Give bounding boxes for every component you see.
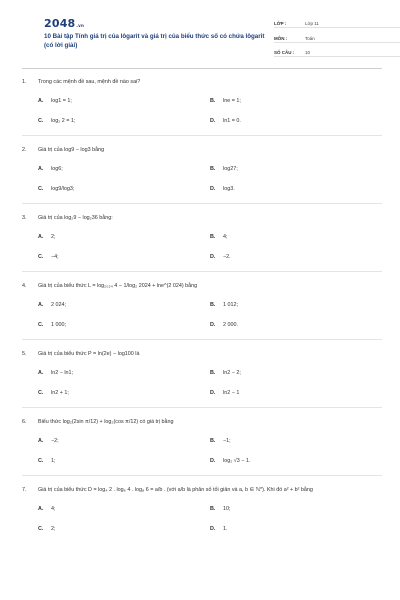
answer-option[interactable] [210,390,382,397]
option-text: lne = 1; [223,98,241,104]
question-divider [22,271,382,272]
answer-option[interactable] [210,506,382,513]
meta-row-count [274,45,400,57]
meta-key: LỚP : [274,21,287,26]
option-letter: B. [210,370,216,376]
answer-option[interactable] [38,322,210,329]
question-item [22,78,382,125]
answer-option[interactable] [38,254,210,261]
answer-option[interactable] [38,234,210,241]
option-text: −1; [223,438,231,444]
question-item [22,486,382,533]
question-number: 1. [22,79,27,85]
answer-option[interactable] [210,526,382,533]
answer-option[interactable] [38,458,210,465]
option-letter: A. [38,370,44,376]
option-letter: D. [210,118,216,124]
question-number: 2. [22,147,27,153]
option-text: log₂ 2 = 1; [51,118,76,124]
option-letter: D. [210,322,216,328]
meta-value: Toán [305,35,315,41]
answer-option[interactable] [210,118,382,125]
question-number: 6. [22,419,27,425]
option-letter: D. [210,458,216,464]
question-text: Biểu thức log₂(2sin π/12) + log₂(cos π/12) có giá trị bằng [38,419,174,425]
question-item [22,350,382,397]
question-item [22,214,382,261]
logo-text: 2048 [44,17,76,30]
option-letter: A. [38,166,44,172]
answer-option[interactable] [38,186,210,193]
option-letter: B. [210,302,216,308]
option-text: 10; [223,506,231,512]
answer-option[interactable] [210,186,382,193]
option-letter: C. [38,254,44,260]
option-text: 2; [51,526,56,532]
option-text: log1 = 1; [51,98,72,104]
question-stem [22,282,382,291]
meta-key: MÔN : [274,35,288,41]
option-text: ln2 − ln1; [51,370,74,376]
option-letter: B. [210,506,216,512]
option-text: ln2 − 1 [223,390,240,396]
meta-panel [274,16,400,60]
option-letter: D. [210,526,216,532]
option-text: ln2 + 1; [51,390,69,396]
question-item [22,146,382,193]
answer-option[interactable] [210,98,382,105]
question-divider [22,407,382,408]
meta-value: 10 [305,50,311,55]
answer-option[interactable] [210,322,382,329]
answer-options [22,370,382,397]
document-header [22,0,382,68]
header-divider [22,68,382,69]
question-stem [22,146,382,155]
option-letter: B. [210,234,216,240]
meta-value: Lớp 11 [305,21,319,26]
question-text: Giá trị của log₂9 − log₂36 bằng: [38,215,113,221]
option-text: −2. [223,254,231,260]
question-stem [22,486,382,495]
option-letter: C. [38,186,44,192]
option-text: 2 000. [223,322,238,328]
answer-options [22,234,382,261]
option-text: log6; [51,166,63,172]
option-letter: A. [38,98,44,104]
option-letter: B. [210,166,216,172]
option-text: 2 024; [51,302,66,308]
option-letter: D. [210,186,216,192]
question-stem [22,350,382,359]
answer-option[interactable] [38,370,210,377]
option-text: log3. [223,186,235,192]
question-divider [22,203,382,204]
option-text: 4; [51,506,56,512]
answer-option[interactable] [38,166,210,173]
option-text: 1. [223,526,228,532]
option-letter: D. [210,254,216,260]
option-text: 2; [51,234,56,240]
answer-option[interactable] [210,438,382,445]
option-letter: C. [38,118,44,124]
question-stem [22,78,382,87]
meta-row-subject [274,31,400,43]
option-text: 1; [51,458,56,464]
answer-options [22,438,382,465]
question-stem [22,214,382,223]
option-text: 1 000; [51,322,66,328]
answer-option[interactable] [38,506,210,513]
option-text: 4; [223,234,228,240]
answer-option[interactable] [210,370,382,377]
question-stem [22,418,382,427]
logo-suffix: .vn [76,23,84,28]
meta-row-class [274,16,400,28]
question-item [22,418,382,465]
document-title: 10 Bài tập Tính giá trị của lôgarit và giá trị của biểu thức số có chứa lôgarit (có lời giải) [44,33,265,49]
option-text: log27; [223,166,238,172]
option-letter: A. [38,438,44,444]
option-letter: B. [210,98,216,104]
answer-options [22,506,382,533]
answer-option[interactable] [38,118,210,125]
option-letter: C. [38,390,44,396]
option-text: ln1 = 0. [223,118,241,124]
answer-option[interactable] [210,166,382,173]
option-text: −4; [51,254,59,260]
site-logo[interactable] [44,17,84,30]
question-number: 4. [22,283,27,289]
answer-option[interactable] [38,438,210,445]
answer-option[interactable] [210,254,382,261]
question-text: Giá trị của log9 − log3 bằng [38,147,105,153]
answer-option[interactable] [38,526,210,533]
option-text: log₂ √3 − 1. [223,458,251,464]
answer-options [22,166,382,193]
option-letter: D. [210,390,216,396]
question-divider [22,135,382,136]
question-text: Giá trị của biểu thức P = ln(2e) − log100 là [38,351,140,357]
answer-option[interactable] [210,234,382,241]
answer-option[interactable] [38,390,210,397]
question-divider [22,475,382,476]
option-letter: A. [38,506,44,512]
question-list [22,78,382,533]
option-letter: A. [38,302,44,308]
question-divider [22,339,382,340]
question-number: 7. [22,487,27,493]
option-letter: C. [38,322,44,328]
question-text: Giá trị của biểu thức D = log₄ 2 . log₆ 4 . log₈ 6 = a/b . (với a/b là phân số tối giản và a, b ∈ ℕ*). Khi đó a² + b² bằng [38,487,313,493]
question-text: Giá trị của biểu thức L = log₂₀₂₄ 4 − 1/log₂ 2024 + lne^(2 024) bằng [38,283,198,289]
option-text: log9/log3; [51,186,75,192]
option-text: ln2 − 2; [223,370,241,376]
answer-option[interactable] [210,458,382,465]
option-letter: B. [210,438,216,444]
option-text: −2; [51,438,59,444]
option-text: 1 012; [223,302,238,308]
answer-option[interactable] [210,302,382,309]
answer-options [22,98,382,125]
answer-options [22,302,382,329]
question-number: 5. [22,351,27,357]
question-item [22,282,382,329]
question-number: 3. [22,215,27,221]
answer-option[interactable] [38,98,210,105]
answer-option[interactable] [38,302,210,309]
option-letter: C. [38,458,44,464]
meta-key: SỐ CÂU : [274,50,295,55]
question-text: Trong các mệnh đề sau, mệnh đề nào sai? [38,79,141,85]
option-letter: C. [38,526,44,532]
option-letter: A. [38,234,44,240]
